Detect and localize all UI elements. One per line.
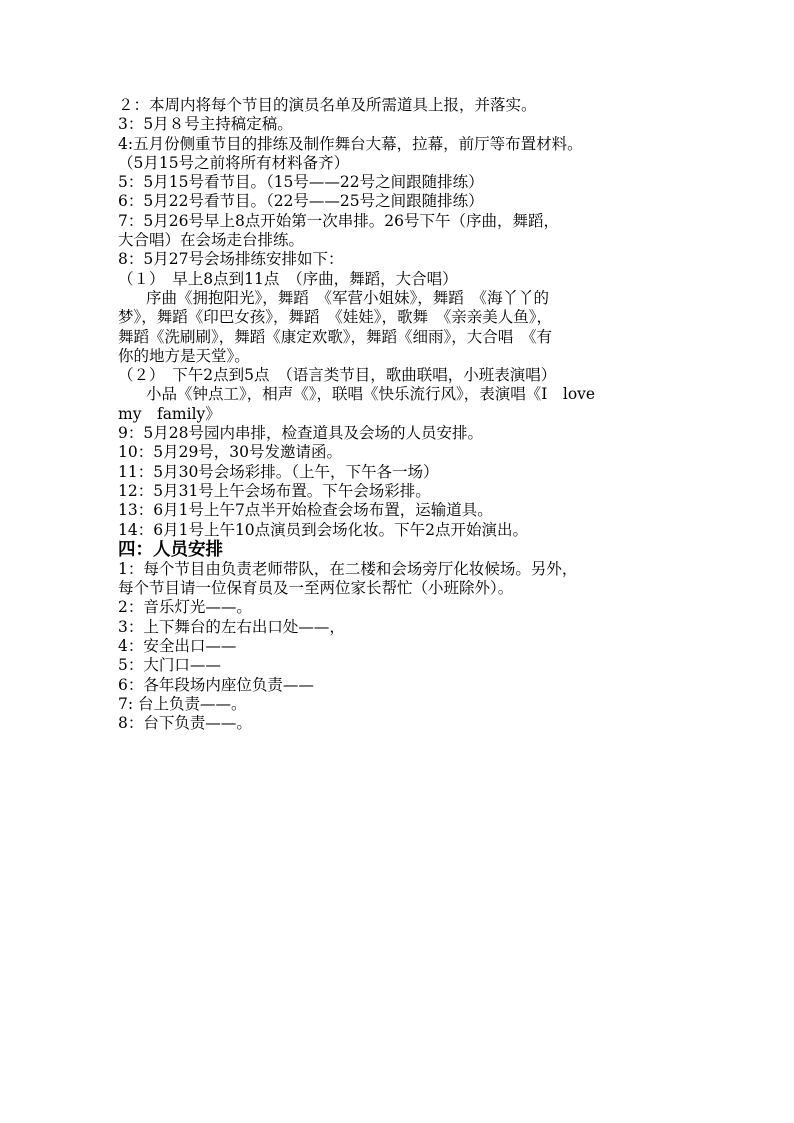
text-line: 小品《钟点工》，相声《》，联唱《快乐流行风》，表演唱《I love: [146, 385, 596, 404]
text-line: 7：5月26号早上8点开始第一次串排。26号下午（序曲，舞蹈，: [118, 211, 560, 230]
text-line: my family》: [118, 404, 221, 423]
text-line: 12：5月31号上午会场布置。下午会场彩排。: [118, 481, 431, 500]
text-line: 8：台下负责——。: [118, 714, 252, 733]
text-line: 10：5月29号，30号发邀请函。: [118, 443, 343, 462]
text-line: ２：本周内将每个节目的演员名单及所需道具上报，并落实。: [118, 96, 537, 114]
text-line: 每个节目请一位保育员及一至两位家长帮忙（小班除外）。: [118, 579, 514, 598]
text-line: 4:五月份侧重节目的排练及制作舞台大幕，拉幕，前厅等布置材料。: [118, 134, 583, 153]
text-line: 1：每个节目由负责老师带队，在二楼和会场旁厅化妆候场。另外，: [118, 559, 578, 578]
text-line: 3：上下舞台的左右出口处——，: [118, 617, 345, 636]
text-line: 14：6月1号上午10点演员到会场化妆。下午2点开始演出。: [118, 520, 529, 539]
text-line: 舞蹈《洗刷刷》，舞蹈《康定欢歌》，舞蹈《细雨》，大合唱 《有: [118, 327, 553, 346]
text-line: 6：各年段场内座位负责——: [118, 675, 314, 694]
text-line: 13：6月1号上午7点半开始检查会场布置，运输道具。: [118, 501, 493, 520]
text-line: 5：大门口——: [118, 656, 221, 675]
text-line: （5月15号之前将所有材料备齐）: [118, 153, 350, 172]
text-line: 3：5月８号主持稿定稿。: [118, 115, 293, 134]
text-line: （２） 下午2点到5点 （语言类节目，歌曲联唱，小班表演唱）: [118, 366, 557, 385]
section-heading: 四：人员安排: [118, 539, 223, 560]
text-line: 7: 台上负责——。: [118, 694, 247, 713]
text-line: 序曲《拥抱阳光》，舞蹈 《军营小姐妹》，舞蹈 《海丫丫的: [146, 288, 550, 307]
text-line: 2：音乐灯光——。: [118, 598, 252, 617]
text-line: 11：5月30号会场彩排。（上午，下午各一场）: [118, 462, 439, 481]
text-line: 5：5月15号看节目。（15号——22号之间跟随排练）: [118, 173, 484, 192]
text-line: 4：安全出口——: [118, 637, 237, 656]
text-line: 6：5月22号看节目。（22号——25号之间跟随排练）: [118, 192, 484, 211]
text-line: 8：5月27号会场排练安排如下：: [118, 250, 344, 269]
text-line: 梦》，舞蹈《印巴女孩》，舞蹈 《娃娃》，歌舞 《亲亲美人鱼》，: [118, 308, 553, 327]
text-line: （１） 早上8点到11点 （序曲，舞蹈，大合唱）: [118, 269, 458, 288]
text-line: 你的地方是天堂》。: [118, 346, 250, 365]
text-line: 9：5月28号园内串排，检查道具及会场的人员安排。: [118, 424, 483, 443]
document-body: [118, 96, 688, 734]
text-line: 大合唱）在会场走台排练。: [118, 231, 305, 250]
